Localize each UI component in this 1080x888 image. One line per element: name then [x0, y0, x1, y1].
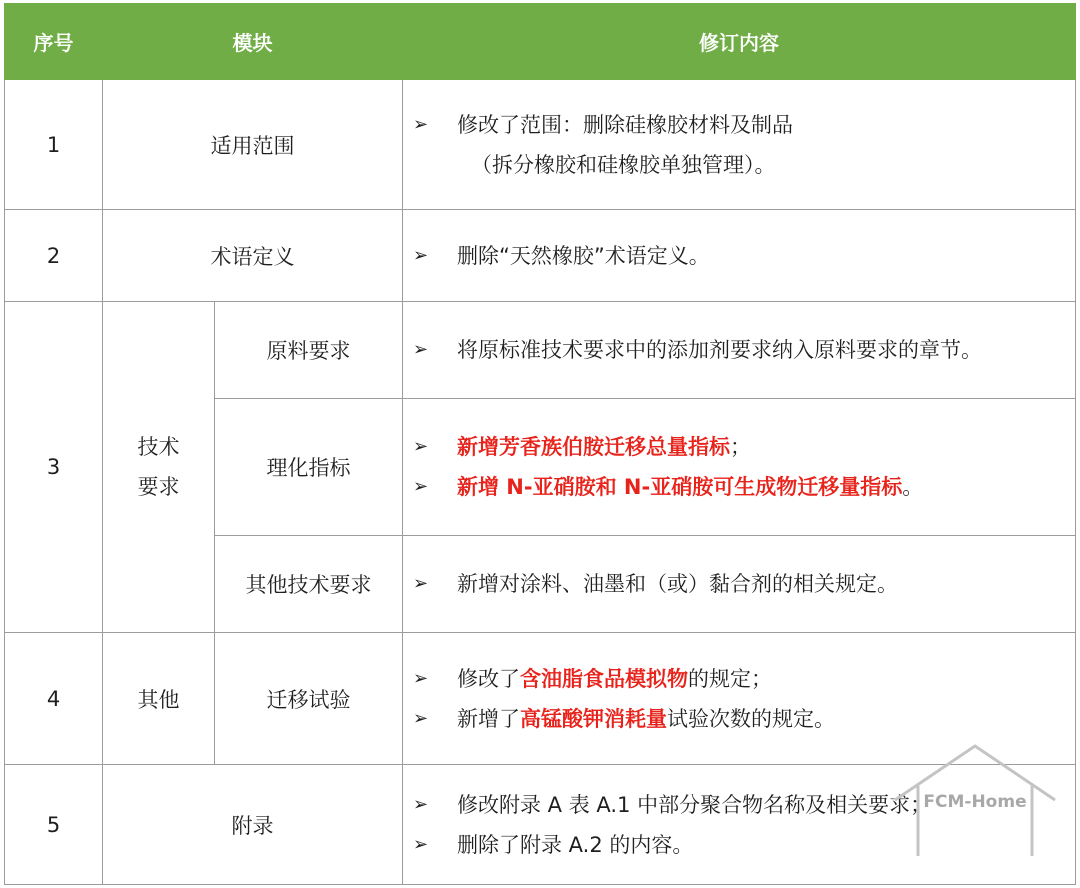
- highlight-text: 新增芳香族伯胺迁移总量指标: [457, 435, 730, 459]
- bullet-arrow-icon: ➢: [413, 436, 429, 457]
- header-content: 修订内容: [403, 4, 1076, 80]
- text-post: 的规定；: [688, 666, 772, 691]
- content-line: [457, 427, 751, 467]
- bullet-arrow-icon: ➢: [413, 573, 429, 594]
- header-index: 序号: [5, 4, 103, 80]
- bullet-arrow-icon: ➢: [413, 833, 429, 855]
- bullet-arrow-icon: ➢: [413, 476, 429, 497]
- highlight-text: 高锰酸钾消耗量: [520, 706, 667, 731]
- highlight-text: 含油脂食品模拟物: [520, 666, 688, 691]
- text-tail: 。: [902, 475, 924, 499]
- bullet-arrow-icon: ➢: [413, 793, 429, 815]
- row-index: 2: [5, 210, 103, 302]
- content-line: 修改附录 A 表 A.1 中部分聚合物名称及相关要求；: [457, 792, 932, 817]
- text-pre: 修改了: [457, 666, 520, 691]
- row-submodule: 理化指标: [215, 399, 403, 536]
- bullet-arrow-icon: ➢: [413, 244, 429, 266]
- row-module: [103, 302, 215, 633]
- content-line: 删除“天然橡胶”术语定义。: [457, 243, 710, 268]
- row-submodule: 原料要求: [215, 302, 403, 399]
- table-row: [5, 210, 1076, 302]
- table-row: [5, 80, 1076, 210]
- header-row: [5, 4, 1076, 80]
- row-module: 附录: [103, 765, 403, 885]
- row-content: [403, 302, 1076, 399]
- fcm-home-watermark: [890, 738, 1060, 858]
- text-pre: 新增了: [457, 706, 520, 731]
- header-module: 模块: [103, 4, 403, 80]
- text-tail: ；: [730, 435, 751, 459]
- content-line: [457, 467, 923, 507]
- row-index: 3: [5, 302, 103, 633]
- bullet-arrow-icon: ➢: [413, 339, 429, 360]
- row-submodule: 迁移试验: [215, 633, 403, 765]
- row-content: [403, 210, 1076, 302]
- row-module: 适用范围: [103, 80, 403, 210]
- content-line: 修改了范围：删除硅橡胶材料及制品: [457, 112, 793, 137]
- content-line: 将原标准技术要求中的添加剂要求纳入原料要求的章节。: [457, 338, 982, 362]
- bullet-arrow-icon: ➢: [413, 707, 429, 729]
- table-row: [5, 302, 1076, 399]
- content-line-continued: （拆分橡胶和硅橡胶单独管理）。: [471, 152, 776, 177]
- watermark-text: FCM-Home: [923, 792, 1027, 812]
- content-line: [457, 659, 772, 699]
- content-line: 新增对涂料、油墨和（或）黏合剂的相关规定。: [457, 572, 898, 596]
- highlight-text: 新增 N-亚硝胺和 N-亚硝胺可生成物迁移量指标: [457, 475, 903, 499]
- row-submodule: 其他技术要求: [215, 536, 403, 633]
- row-index: 4: [5, 633, 103, 765]
- content-line: 删除了附录 A.2 的内容。: [457, 832, 694, 857]
- module-line: 要求: [137, 475, 180, 499]
- row-module: 术语定义: [103, 210, 403, 302]
- row-content: [403, 399, 1076, 536]
- row-module: 其他: [103, 633, 215, 765]
- bullet-arrow-icon: ➢: [413, 113, 429, 135]
- bullet-arrow-icon: ➢: [413, 667, 429, 689]
- row-content: [403, 80, 1076, 210]
- module-line: 技术: [137, 435, 180, 459]
- content-line: [457, 699, 835, 739]
- row-content: [403, 536, 1076, 633]
- row-index: 1: [5, 80, 103, 210]
- row-index: 5: [5, 765, 103, 885]
- text-post: 试验次数的规定。: [667, 706, 835, 731]
